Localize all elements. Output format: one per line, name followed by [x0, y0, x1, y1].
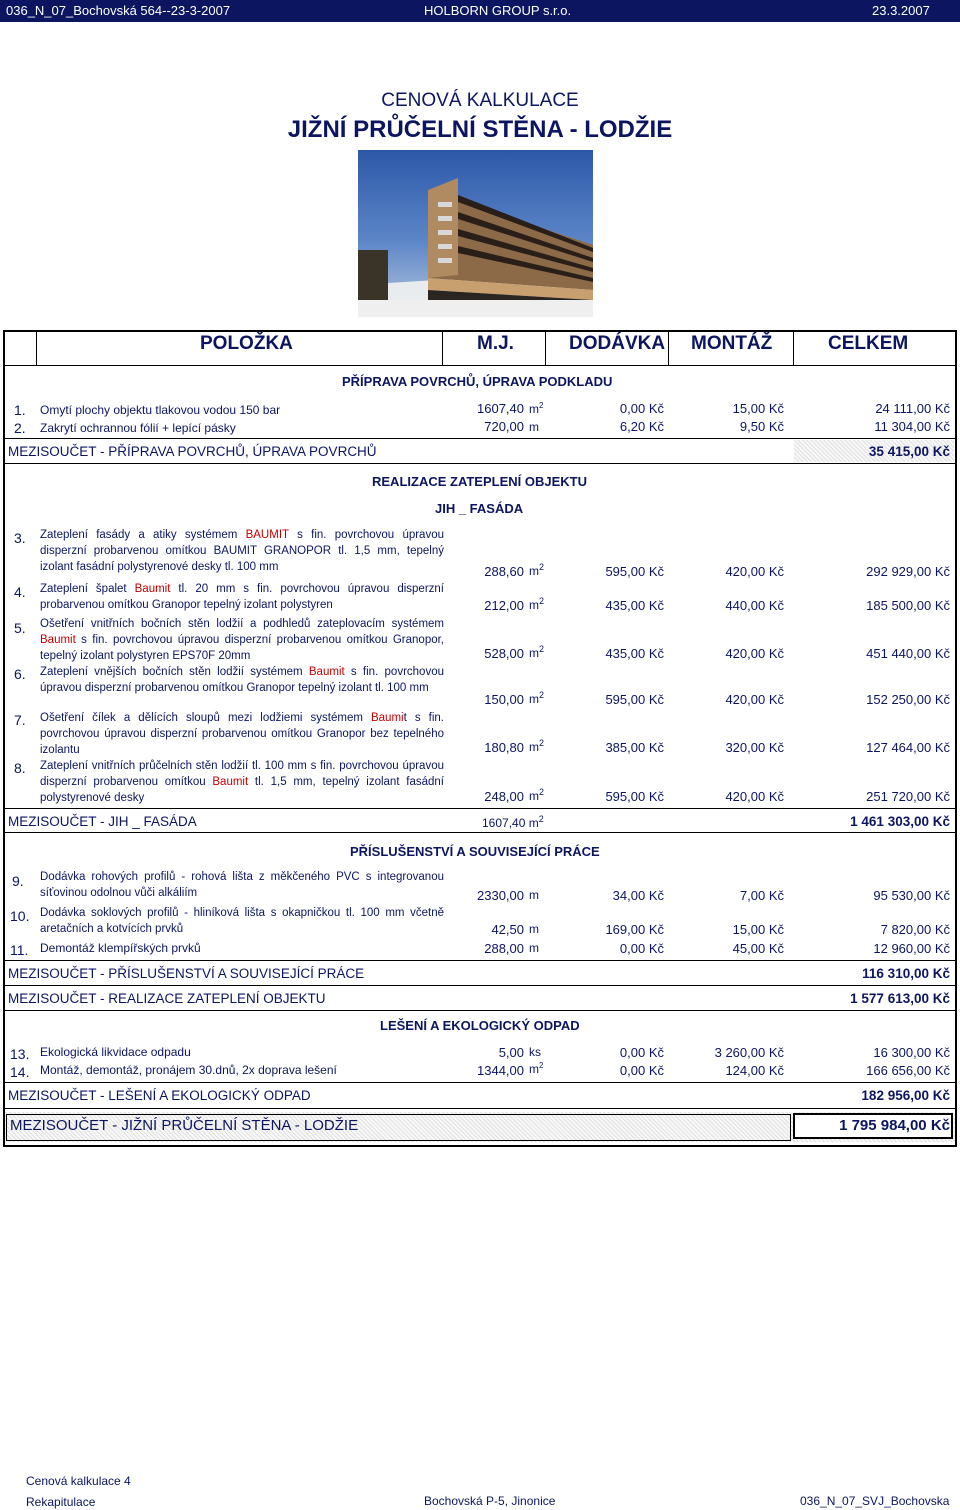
- subtotal-value: 1 577 613,00 Kč: [850, 991, 950, 1006]
- item-unit: m: [529, 888, 539, 902]
- item-quantity: 150,00: [484, 692, 524, 707]
- footer-line1: Cenová kalkulace 4: [26, 1474, 131, 1488]
- building-photo: [358, 150, 593, 317]
- item-montaz: 440,00 Kč: [725, 598, 784, 613]
- item-description: Dodávka soklových profilů - hliníková lišta s okapničkou tl. 100 mm včetně aretačních a kotvících prvků: [40, 907, 444, 935]
- item-montaz: 9,50 Kč: [739, 419, 784, 434]
- item-montaz: 420,00 Kč: [725, 789, 784, 804]
- item-montaz: 420,00 Kč: [725, 692, 784, 707]
- item-number: 11.: [10, 942, 29, 958]
- item-dodavka: 6,20 Kč: [619, 419, 664, 434]
- item-celkem: 95 530,00 Kč: [873, 888, 950, 903]
- item-montaz: 420,00 Kč: [725, 564, 784, 579]
- item-description: Zateplení vnějších bočních stěn lodžií systémem Baumit s fin. povrchovou úpravou disperzní probarvenou omítkou Granopor tepelný izolant tl. 100 mm: [40, 666, 444, 694]
- item-celkem: 24 111,00 Kč: [875, 401, 950, 416]
- item-number: 5.: [14, 620, 26, 636]
- item-montaz: 15,00 Kč: [732, 401, 784, 416]
- item-number: 6.: [14, 666, 26, 682]
- col-mj: M.J.: [477, 333, 514, 354]
- item-quantity: 288,00: [484, 941, 524, 956]
- item-quantity: 720,00: [484, 419, 524, 434]
- item-dodavka: 595,00 Kč: [605, 692, 664, 707]
- item-dodavka: 34,00 Kč: [612, 888, 664, 903]
- subtotal-label: MEZISOUČET - PŘÍPRAVA POVRCHŮ, ÚPRAVA POVRCHŮ: [8, 444, 377, 459]
- item-dodavka: 595,00 Kč: [605, 789, 664, 804]
- item-montaz: 7,00 Kč: [739, 888, 784, 903]
- footer-center: Bochovská P-5, Jinonice: [424, 1494, 556, 1508]
- item-quantity: 212,00: [484, 598, 524, 613]
- grand-total-label: MEZISOUČET - JIŽNÍ PRŮČELNÍ STĚNA - LODŽIE: [10, 1117, 359, 1134]
- item-description: Zakrytí ochrannou fólií + lepící pásky: [40, 421, 236, 435]
- item-unit: m: [529, 922, 539, 936]
- subtotal-value: 1 461 303,00 Kč: [850, 814, 950, 829]
- item-description: Ošetření vnitřních bočních stěn lodžií a podhledů zateplovacím systémem Baumit s fin. povrchovou úpravou disperzní probarvenou omítkou Granopor, tepelný izolant polystyren EPS70F 20mm: [40, 618, 444, 662]
- item-unit: $m^2$: [529, 596, 545, 612]
- item-unit: $m^2$: [529, 644, 545, 660]
- item-description: Demontáž klempířských prvků: [40, 941, 201, 955]
- item-montaz: 124,00 Kč: [725, 1063, 784, 1078]
- item-celkem: 292 929,00 Kč: [866, 564, 950, 579]
- subtotal-value: 116 310,00 Kč: [862, 966, 950, 981]
- item-number: 9.: [12, 873, 24, 889]
- item-quantity: 1607,40: [477, 401, 524, 416]
- item-quantity: 1344,00: [477, 1063, 524, 1078]
- subtotal-label: MEZISOUČET - JIH _ FASÁDA: [8, 814, 197, 829]
- item-number: 14.: [10, 1064, 30, 1080]
- item-unit: $m^2$: [529, 401, 544, 416]
- item-dodavka: 0,00 Kč: [619, 1045, 664, 1060]
- item-dodavka: 385,00 Kč: [605, 740, 664, 755]
- footer-right: 036_N_07_SVJ_Bochovska: [800, 1494, 950, 1508]
- item-quantity: 180,80: [484, 740, 524, 755]
- item-description: Zateplení fasády a atiky systémem BAUMIT s fin. povrchovou úpravou disperzní probarvenou omítkou BAUMIT GRANOPOR tl. 1,5 mm, tepelný izolant fasádní polystyrenové desky tl. 100 mm: [40, 529, 444, 573]
- item-montaz: 3 260,00 Kč: [714, 1045, 784, 1060]
- item-quantity: 42,50: [491, 922, 524, 937]
- item-celkem: 11 304,00 Kč: [874, 419, 950, 434]
- item-unit: $m^2$: [529, 690, 545, 706]
- item-celkem: 152 250,00 Kč: [866, 692, 950, 707]
- document-subtitle: JIŽNÍ PRŮČELNÍ STĚNA - LODŽIE: [287, 116, 673, 143]
- item-celkem: 127 464,00 Kč: [866, 740, 950, 755]
- section-jih-fasada: JIH _ FASÁDA: [435, 501, 524, 516]
- item-unit: m: [529, 941, 539, 955]
- item-unit: $m^2$: [529, 738, 545, 754]
- item-celkem: 12 960,00 Kč: [873, 941, 950, 956]
- item-celkem: 166 656,00 Kč: [866, 1063, 950, 1078]
- item-number: 2.: [14, 420, 26, 436]
- subtotal-value: 35 415,00 Kč: [868, 444, 950, 459]
- col-celkem: CELKEM: [828, 333, 909, 354]
- item-description: Zateplení vnitřních průčelních stěn lodžií tl. 100 mm s fin. povrchovou úpravou disperzní probarvenou omítkou Baumit tl. 1,5 mm, tepelný izolant fasádní polystyrenové desky: [40, 760, 444, 804]
- item-quantity: 288,60: [484, 564, 524, 579]
- footer-line2: Rekapitulace: [26, 1495, 96, 1509]
- item-quantity: 5,00: [498, 1045, 524, 1060]
- col-dodavka: DODÁVKA: [569, 333, 666, 354]
- section-prislusenstvi: PŘÍSLUŠENSTVÍ A SOUVISEJÍCÍ PRÁCE: [350, 844, 600, 859]
- item-dodavka: 0,00 Kč: [619, 941, 664, 956]
- item-number: 4.: [14, 584, 26, 600]
- item-celkem: 251 720,00 Kč: [866, 789, 950, 804]
- subtotal-label: MEZISOUČET - REALIZACE ZATEPLENÍ OBJEKTU: [8, 991, 326, 1006]
- item-unit: $m^2$: [529, 1061, 544, 1076]
- item-quantity: 248,00: [484, 789, 524, 804]
- section-realizace: REALIZACE ZATEPLENÍ OBJEKTU: [372, 474, 587, 489]
- subtotal-label: MEZISOUČET - LEŠENÍ A EKOLOGICKÝ ODPAD: [8, 1088, 311, 1103]
- header-left: 036_N_07_Bochovská 564--23-3-2007: [6, 3, 231, 18]
- item-celkem: 451 440,00 Kč: [866, 646, 950, 661]
- item-number: 1.: [14, 402, 26, 418]
- item-dodavka: 0,00 Kč: [619, 401, 664, 416]
- item-celkem: 185 500,00 Kč: [866, 598, 950, 613]
- item-description: Omytí plochy objektu tlakovou vodou 150 bar: [40, 403, 281, 417]
- item-celkem: 16 300,00 Kč: [873, 1045, 950, 1060]
- document-title: CENOVÁ KALKULACE: [381, 90, 579, 111]
- item-unit: $m^2$: [529, 562, 545, 578]
- item-dodavka: 435,00 Kč: [605, 646, 664, 661]
- item-unit: ks: [529, 1045, 541, 1059]
- item-dodavka: 595,00 Kč: [605, 564, 664, 579]
- item-montaz: 420,00 Kč: [725, 646, 784, 661]
- item-description: Montáž, demontáž, pronájem 30.dnů, 2x doprava lešení: [40, 1063, 337, 1077]
- item-quantity: 2330,00: [477, 888, 524, 903]
- item-celkem: 7 820,00 Kč: [880, 922, 950, 937]
- item-dodavka: 169,00 Kč: [605, 922, 664, 937]
- subtotal-quantity: 1607,40 $m^2$: [482, 814, 544, 830]
- item-number: 10.: [10, 908, 30, 924]
- item-number: 7.: [14, 712, 26, 728]
- item-dodavka: 435,00 Kč: [605, 598, 664, 613]
- section-leseni: LEŠENÍ A EKOLOGICKÝ ODPAD: [380, 1018, 580, 1033]
- item-description: Dodávka rohových profilů - rohová lišta z měkčeného PVC s integrovanou síťovinou odolnou vůči alkáliím: [40, 871, 444, 899]
- item-dodavka: 0,00 Kč: [619, 1063, 664, 1078]
- item-number: 13.: [10, 1046, 30, 1062]
- item-description: Zateplení špalet Baumit tl. 20 mm s fin. povrchovou úpravou disperzní probarvenou omítkou Granopor tepelný izolant polystyren: [40, 583, 444, 611]
- item-unit: m: [529, 420, 539, 434]
- item-number: 3.: [14, 530, 26, 546]
- item-montaz: 15,00 Kč: [732, 922, 784, 937]
- item-description: Ošetření čílek a dělících sloupů mezi lodžiemi systémem Baumit s fin. povrchovou úpravou disperzní probarvenou omítkou Granopor bez tepelného izolantu: [40, 712, 444, 756]
- item-unit: $m^2$: [529, 787, 545, 803]
- col-polozka: POLOŽKA: [200, 333, 293, 354]
- header-right: 23.3.2007: [872, 3, 930, 18]
- document-header: [0, 0, 960, 22]
- header-center: HOLBORN GROUP s.r.o.: [424, 3, 572, 18]
- item-montaz: 45,00 Kč: [732, 941, 784, 956]
- item-number: 8.: [14, 760, 26, 776]
- item-description: Ekologická likvidace odpadu: [40, 1045, 191, 1059]
- subtotal-label: MEZISOUČET - PŘÍSLUŠENSTVÍ A SOUVISEJÍCÍ PRÁCE: [8, 966, 365, 981]
- col-montaz: MONTÁŽ: [691, 333, 773, 354]
- section-priprava: PŘÍPRAVA POVRCHŮ, ÚPRAVA PODKLADU: [342, 374, 613, 389]
- item-quantity: 528,00: [484, 646, 524, 661]
- item-montaz: 320,00 Kč: [725, 740, 784, 755]
- grand-total-value: 1 795 984,00 Kč: [839, 1117, 950, 1134]
- subtotal-value: 182 956,00 Kč: [861, 1088, 950, 1103]
